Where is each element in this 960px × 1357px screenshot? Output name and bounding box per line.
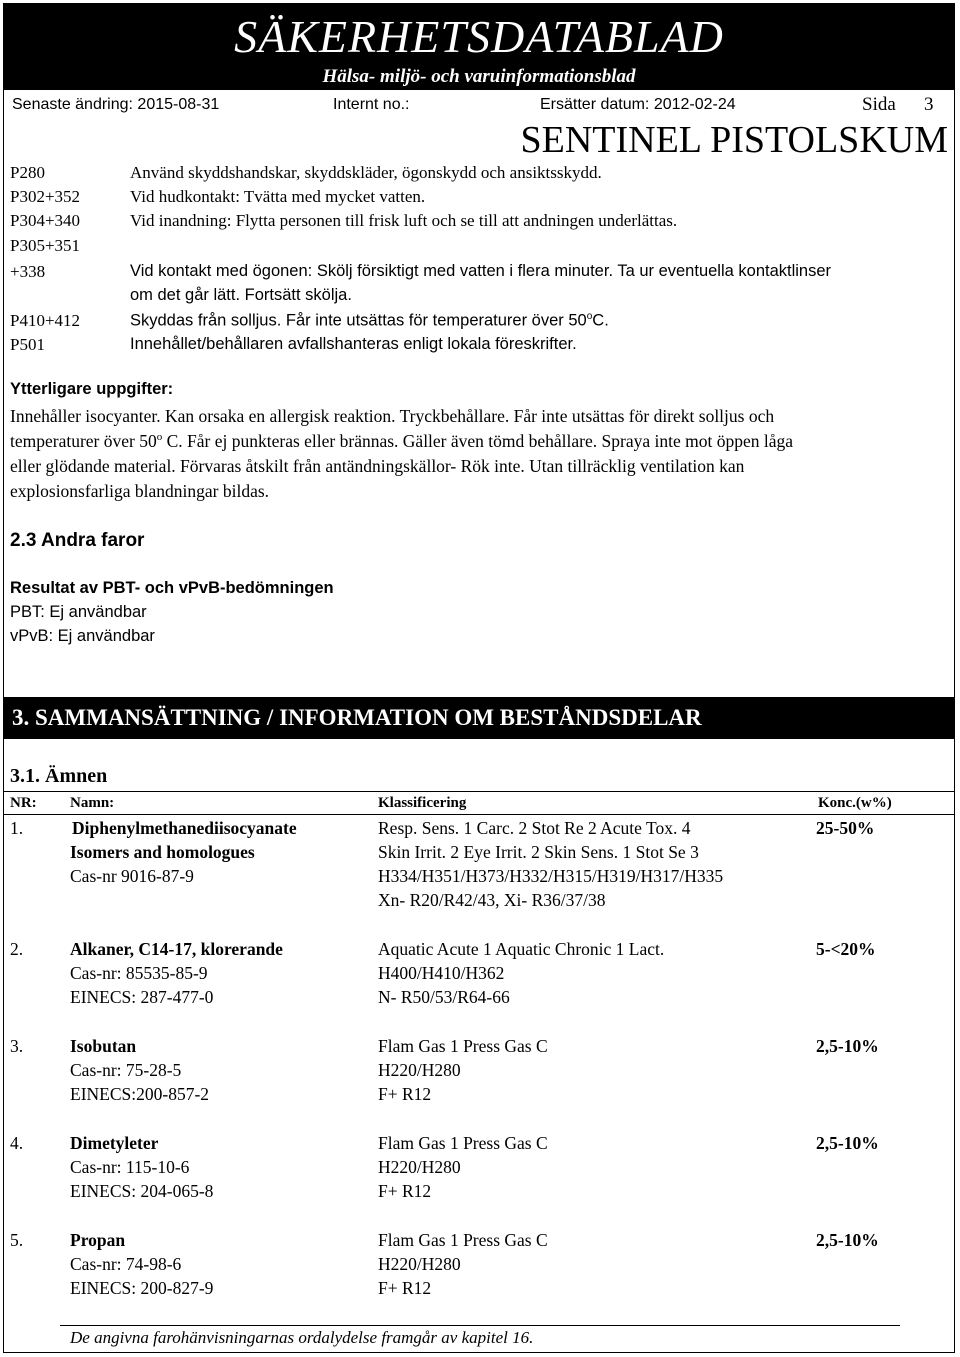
column-header-classification: Klassificering xyxy=(378,795,467,811)
precaution-code: P302+352 xyxy=(10,187,81,206)
classification-line: Flam Gas 1 Press Gas C xyxy=(378,1036,548,1056)
einecs-number: EINECS: 204-065-8 xyxy=(70,1181,214,1201)
column-header-nr: NR: xyxy=(10,795,37,811)
footnote-rule xyxy=(60,1325,900,1326)
section-3-title: 3. SAMMANSÄTTNING / INFORMATION OM BESTÅNDSDELAR xyxy=(12,705,702,730)
pbt-result: PBT: Ej användbar xyxy=(10,603,147,621)
other-hazards-heading: 2.3 Andra faror xyxy=(10,530,145,551)
substance-name: Alkaner, C14-17, klorerande xyxy=(70,939,283,959)
precaution-text: Skyddas från solljus. Får inte utsättas för temperaturer över 50$^o$C. xyxy=(130,311,609,330)
concentration: 25-50% xyxy=(816,818,875,838)
precaution-text-continued: om det går lätt. Fortsätt skölja. xyxy=(130,286,352,304)
vpvb-result: vPvB: Ej användbar xyxy=(10,627,155,645)
cas-number: Cas-nr 9016-87-9 xyxy=(70,866,194,886)
row-number: 1. xyxy=(10,818,24,838)
revision-date: Senaste ändring: 2015-08-31 xyxy=(12,96,220,113)
precaution-code: P501 xyxy=(10,335,45,354)
precaution-text: Vid inandning: Flytta personen till frisk luft och se till att andningen underlättas. xyxy=(130,211,678,230)
concentration: 2,5-10% xyxy=(816,1036,879,1056)
classification-line: H220/H280 xyxy=(378,1157,461,1177)
precaution-code: P410+412 xyxy=(10,311,81,330)
page-label: Sida xyxy=(862,94,896,115)
concentration: 2,5-10% xyxy=(816,1133,879,1153)
internal-number: Internt no.: xyxy=(333,96,410,113)
substance-name: Isobutan xyxy=(70,1036,137,1056)
replaces-date: Ersätter datum: 2012-02-24 xyxy=(540,96,736,113)
cas-number: Cas-nr: 75-28-5 xyxy=(70,1060,182,1080)
classification-line: H220/H280 xyxy=(378,1254,461,1274)
cas-number: Cas-nr: 85535-85-9 xyxy=(70,963,208,983)
classification-line: H400/H410/H362 xyxy=(378,963,505,983)
row-number: 3. xyxy=(10,1036,24,1056)
classification-line: F+ R12 xyxy=(378,1181,432,1201)
classification-line: F+ R12 xyxy=(378,1084,432,1104)
product-name: SENTINEL PISTOLSKUM xyxy=(520,119,948,161)
document-subtitle: Hälsa- miljö- och varuinformationsblad xyxy=(322,66,636,87)
substance-name: Dimetyleter xyxy=(70,1133,159,1153)
classification-line: Resp. Sens. 1 Carc. 2 Stot Re 2 Acute Tox. 4 xyxy=(378,818,691,838)
classification-line: N- R50/53/R64-66 xyxy=(378,987,510,1007)
precaution-code: P305+351 xyxy=(10,236,81,255)
substance-name: Propan xyxy=(70,1230,126,1250)
additional-info-line: eller glödande material. Förvaras åtskilt från antändningskällor- Rök inte. Utan tillräcklig ventilation kan xyxy=(10,456,745,476)
precaution-text: Vid hudkontakt: Tvätta med mycket vatten. xyxy=(130,187,426,206)
additional-info-line: temperaturer över 50$^o$ C. Får ej punkteras eller brännas. Gäller även tömd behållare. Spraya inte mot öppen låga xyxy=(10,431,793,451)
classification-line: Aquatic Acute 1 Aquatic Chronic 1 Lact. xyxy=(378,939,665,959)
precaution-text: Innehållet/behållaren avfallshanteras enligt lokala föreskrifter. xyxy=(130,335,577,353)
table-top-rule xyxy=(4,791,954,792)
column-header-concentration: Konc.(w%) xyxy=(818,795,892,811)
precaution-code: +338 xyxy=(10,262,46,281)
additional-info-line: explosionsfarliga blandningar bildas. xyxy=(10,481,270,501)
classification-line: Flam Gas 1 Press Gas C xyxy=(378,1230,548,1250)
substance-name-line: Isomers and homologues xyxy=(70,842,255,862)
classification-line: Skin Irrit. 2 Eye Irrit. 2 Skin Sens. 1 Stot Se 3 xyxy=(378,842,699,862)
substances-heading: 3.1. Ämnen xyxy=(10,765,108,787)
page-number: 3 xyxy=(924,94,934,115)
row-number: 2. xyxy=(10,939,24,959)
precaution-text: Vid kontakt med ögonen: Skölj försiktigt med vatten i flera minuter. Ta ur eventuella kontaktlinser xyxy=(130,262,832,280)
einecs-number: EINECS: 287-477-0 xyxy=(70,987,214,1007)
classification-line: Flam Gas 1 Press Gas C xyxy=(378,1133,548,1153)
cas-number: Cas-nr: 74-98-6 xyxy=(70,1254,182,1274)
precaution-code: P304+340 xyxy=(10,211,81,230)
document-banner xyxy=(4,4,954,90)
row-number: 5. xyxy=(10,1230,24,1250)
classification-line: Xn- R20/R42/43, Xi- R36/37/38 xyxy=(378,890,606,910)
einecs-number: EINECS: 200-827-9 xyxy=(70,1278,214,1298)
precaution-code: P280 xyxy=(10,163,45,182)
classification-line: H334/H351/H373/H332/H315/H319/H317/H335 xyxy=(378,866,724,886)
concentration: 5-<20% xyxy=(816,939,876,959)
concentration: 2,5-10% xyxy=(816,1230,879,1250)
precaution-text: Använd skyddshandskar, skyddskläder, ögonskydd och ansiktsskydd. xyxy=(130,163,602,182)
classification-line: H220/H280 xyxy=(378,1060,461,1080)
substance-name: Diphenylmethanediisocyanate xyxy=(72,818,297,838)
cas-number: Cas-nr: 115-10-6 xyxy=(70,1157,190,1177)
pbt-assessment-heading: Resultat av PBT- och vPvB-bedömningen xyxy=(10,579,334,597)
row-number: 4. xyxy=(10,1133,24,1153)
document-title: SÄKERHETSDATABLAD xyxy=(234,11,724,62)
einecs-number: EINECS:200-857-2 xyxy=(70,1084,210,1104)
footnote: De angivna farohänvisningarnas ordalydelse framgår av kapitel 16. xyxy=(70,1328,534,1347)
additional-info-heading: Ytterligare uppgifter: xyxy=(10,380,174,398)
table-header-rule xyxy=(4,814,954,815)
classification-line: F+ R12 xyxy=(378,1278,432,1298)
column-header-name: Namn: xyxy=(70,795,115,811)
section-3-banner xyxy=(4,697,954,739)
additional-info-line: Innehåller isocyanter. Kan orsaka en allergisk reaktion. Tryckbehållare. Får inte utsättas för direkt solljus och xyxy=(10,406,775,426)
